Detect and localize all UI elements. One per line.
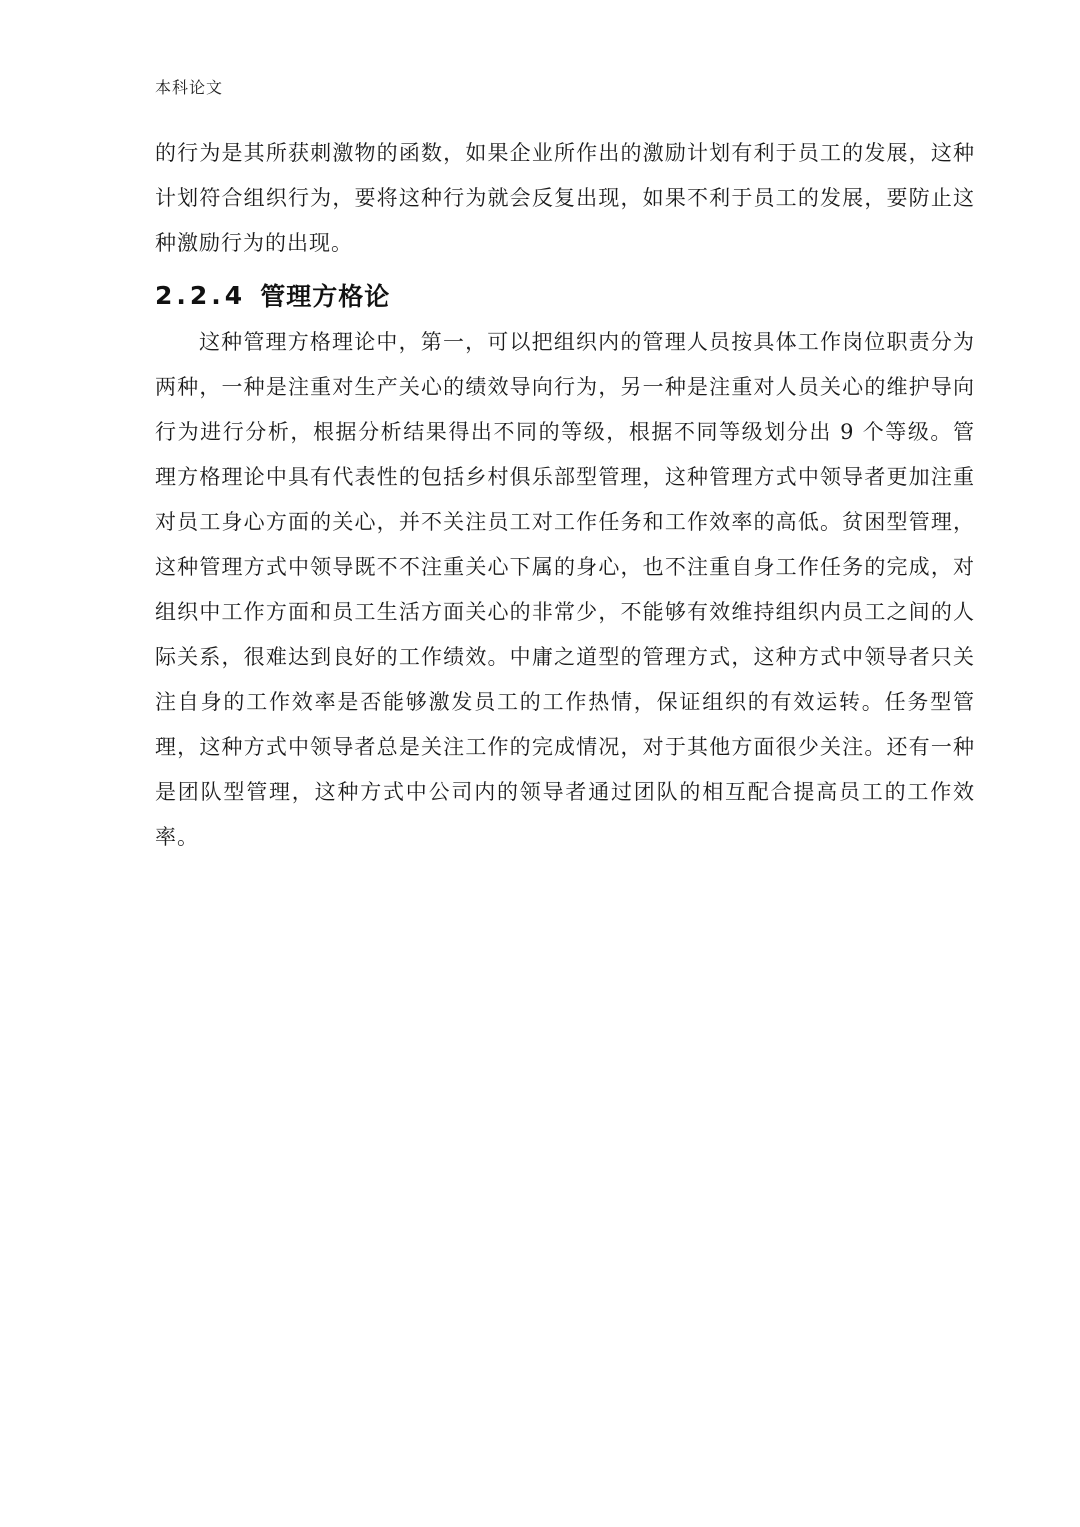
section-paragraph: 这种管理方格理论中，第一，可以把组织内的管理人员按具体工作岗位职责分为两种，一种是注重对生产关心的绩效导向行为，另一种是注重对人员关心的维护导向行为进行分析，根据分析结果得出不同的等级，根据不同等级划分出 9 个等级。管理方格理论中具有代表性的包括乡村俱乐部型管理，这种管理方式中领导者更加注重对员工身心方面的关心，并不关注员工对工作任务和工作效率的高低。贫困型管理，这种管理方式中领导既不不注重关心下属的身心，也不注重自身工作任务的完成，对组织中工作方面和员工生活方面关心的非常少，不能够有效维持组织内员工之间的人际关系，很难达到良好的工作绩效。中庸之道型的管理方式，这种方式中领导者只关注自身的工作效率是否能够激发员工的工作热情，保证组织的有效运转。任务型管理，这种方式中领导者总是关注工作的完成情况，对于其他方面很少关注。还有一种是团队型管理，这种方式中公司内的领导者通过团队的相互配合提高员工的工作效率。 [155, 330, 975, 849]
section-title: 管理方格论 [260, 282, 391, 311]
section-heading [155, 273, 975, 317]
page-body [155, 131, 975, 860]
section-number: 2.2.4 [155, 280, 247, 310]
running-header: 本科论文 [155, 78, 224, 97]
continuation-paragraph: 的行为是其所获刺激物的函数，如果企业所作出的激励计划有利于员工的发展，这种计划符合组织行为，要将这种行为就会反复出现，如果不利于员工的发展，要防止这种激励行为的出现。 [155, 141, 975, 255]
